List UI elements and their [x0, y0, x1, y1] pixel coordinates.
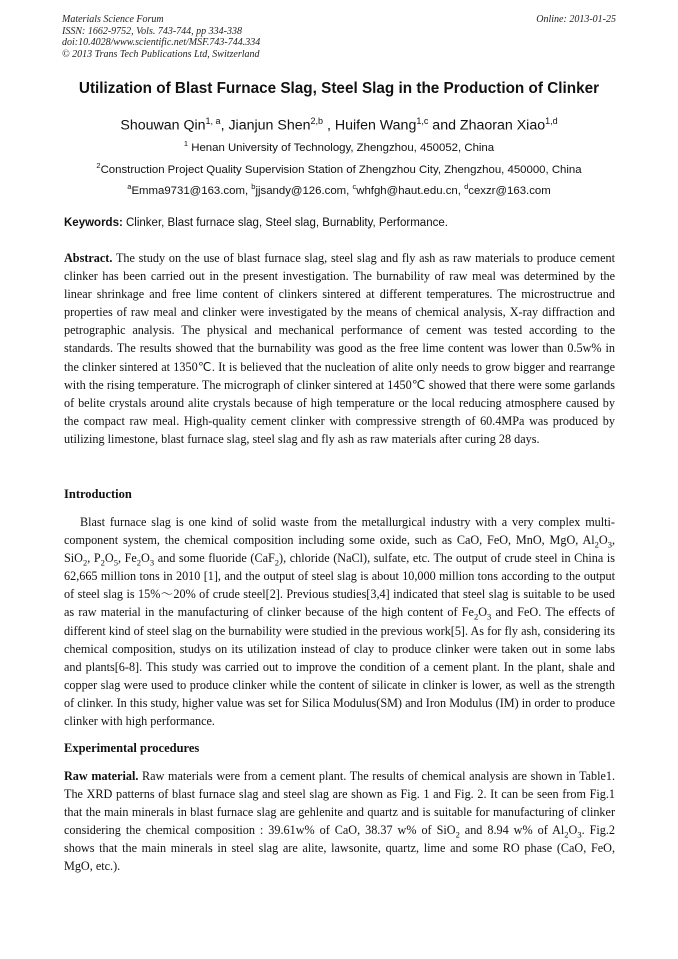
email-link[interactable]: cexzr@163.com	[468, 184, 551, 197]
subscript: 3	[607, 539, 612, 550]
email-superscript: a	[127, 182, 132, 191]
text-run: , P	[87, 551, 101, 566]
text-run: and 8.94 w% of Al	[459, 823, 565, 838]
email-link[interactable]: jjsandy@126.com,	[255, 184, 353, 197]
text-run: Raw materials were from a cement plant. The results of chemical analysis are shown in Table1. The XRD patterns of blast furnace slag and steel slag are shown as Fig. 1 and Fig. 2. It can be seen from Fig.1 that the main minerals in blast furnace slag are gehlenite and quartz and is suitable for manufacturing of clinker considering the chemical composition : 39.61w% of CaO, 38.37 w% of SiO	[64, 769, 616, 838]
email-link[interactable]: whfgh@haut.edu.cn,	[356, 184, 465, 197]
subscript: 3	[577, 829, 582, 840]
text-run: O	[568, 823, 578, 838]
affiliation-text: Construction Project Quality Supervision Station of Zhengzhou City, Zhengzhou, 450000, China	[100, 163, 582, 176]
affiliation-superscript: 2	[96, 161, 101, 170]
text-run: . Fig.2 shows that the main minerals in steel slag are alite, lawsonite, quartz, lime and some RO phase (CaO, FeO, MgO, etc.).	[64, 823, 616, 874]
author-separator: and	[428, 117, 460, 134]
doi-line: doi:10.4028/www.scientific.net/MSF.743-744.334	[62, 37, 261, 48]
text-run: O	[478, 605, 488, 620]
subscript: 2	[473, 611, 479, 622]
text-run: , SiO	[64, 533, 615, 566]
text-run: , Fe	[117, 551, 137, 566]
author-superscript: 2,b	[310, 116, 324, 126]
author-superscript: 1,d	[545, 116, 558, 126]
raw-material-paragraph	[64, 767, 615, 876]
keywords-text: Clinker, Blast furnace slag, Steel slag, Burnablity, Performance.	[122, 217, 448, 229]
text-run: O	[104, 551, 114, 566]
email-superscript: c	[352, 182, 357, 191]
paper-title: Utilization of Blast Furnace Slag, Steel Slag in the Production of Clinker	[78, 80, 600, 97]
text-run: O	[141, 551, 150, 566]
subscript: 2	[455, 829, 460, 840]
keywords-line	[64, 217, 638, 229]
raw-material-label: Raw material.	[64, 769, 139, 783]
subscript: 3	[149, 557, 155, 568]
author-name: Jianjun Shen	[228, 117, 311, 134]
author-name: Zhaoran Xiao	[459, 117, 546, 134]
abstract-paragraph	[64, 249, 615, 448]
text-run: ), chloride (NaCl), sulfate, etc. The output of crude steel in China is 62,665 million tons in 2010 [1], and the output of steel slag is about 10,000 million tons according to the output of steel slag is 15%～20% of crude steel[2]. Previous studies[3,4] indicated that steel slag is suitable to be used as raw material in the manufacturing of clinker because of the high content of Fe	[64, 551, 616, 620]
subscript: 2	[564, 829, 569, 840]
keywords-label: Keywords:	[64, 217, 123, 229]
subscript: 2	[594, 539, 599, 550]
subscript: 5	[113, 557, 118, 568]
author-list	[30, 116, 648, 134]
author-name: Huifen Wang	[334, 117, 417, 134]
email-superscript: d	[464, 182, 469, 191]
author-superscript: 1,c	[416, 116, 429, 126]
subscript: 2	[100, 557, 105, 568]
subscript: 3	[487, 611, 492, 622]
affiliation-text: Henan University of Technology, Zhengzhou, 450052, China	[188, 141, 495, 154]
introduction-paragraph	[64, 513, 615, 730]
publication-info	[62, 14, 260, 60]
affiliation-2	[30, 161, 648, 176]
abstract-text: The study on the use of blast furnace slag, steel slag and fly ash as raw materials to produce cement clinker has been carried out in the present investigation. The burnability of raw meal was determined by the linear shrinkage and free lime content of clinkers sintered at different temperatures. The microstructrue and properties of raw meal and clinker were investigated by the means of chemical analysis, X-ray diffraction and petrographic analysis. The physical and mechanical performance of cement was tested according to the standards. The results showed that the burnability was good as the free lime content was lower than 0.5w% in the clinker sintered at 1350℃. It is believed that the nucleation of alite only needs to grow bigger and rearrange with the rising temperature. The micrograph of clinker sintered at 1450℃ showed that there were some garlands of belite crystals around alite crystals because of high temperature or the local reducing atmosphere caused by the compact raw meal. High-quality cement clinker with compressive strength of 60.4MPa was produced by utilizing limestone, blast furnace slag, steel slag and fly ash as raw materials after curing 28 days.	[64, 251, 615, 446]
author-superscript: 1, a	[205, 116, 221, 126]
author-name: Shouwan Qin	[120, 117, 206, 134]
affiliation-superscript: 1	[183, 139, 189, 148]
text-run: O	[598, 533, 608, 548]
abstract-label: Abstract.	[64, 251, 113, 265]
author-separator: ,	[220, 117, 229, 134]
text-run: and some fluoride (CaF	[154, 551, 275, 566]
online-date: Online: 2013-01-25	[536, 14, 616, 25]
affiliation-1	[30, 139, 648, 154]
introduction-heading: Introduction	[64, 487, 132, 501]
copyright-line: © 2013 Trans Tech Publications Ltd, Switzerland	[62, 48, 260, 60]
subscript: 2	[82, 557, 88, 568]
experimental-heading: Experimental procedures	[64, 741, 200, 755]
author-emails	[30, 182, 648, 197]
subscript: 2	[136, 557, 142, 568]
email-superscript: b	[251, 182, 256, 191]
text-run: Blast furnace slag is one kind of solid waste from the metallurgical industry with a very complex multi-component system, the chemical composition including some oxide, such as CaO, FeO, MnO, MgO, Al	[64, 515, 615, 548]
subscript: 2	[274, 557, 280, 568]
author-separator: ,	[323, 117, 335, 134]
text-run: and FeO. The effects of different kind of steel slag on the burnability were studied in the previous work[5]. As for fly ash, considering its chemical composition, studys on its utilization instead of clay to produce clinker were taken out in some labs and plants[6-8]. This study was carried out to improve the condition of a cement plant. In the plant, shale and copper slag were used to produce clinker while the content of silicate in clinker is lower, as well as the strength of clinker. In this study, higher value was set for Silica Modulus(SM) and Iron Modulus (IM) in order to produce clinker with high performance.	[64, 605, 615, 729]
issn-line: ISSN: 1662-9752, Vols. 743-744, pp 334-338	[62, 25, 242, 37]
journal-name: Materials Science Forum	[62, 14, 164, 25]
email-link[interactable]: Emma9731@163.com,	[131, 184, 252, 197]
